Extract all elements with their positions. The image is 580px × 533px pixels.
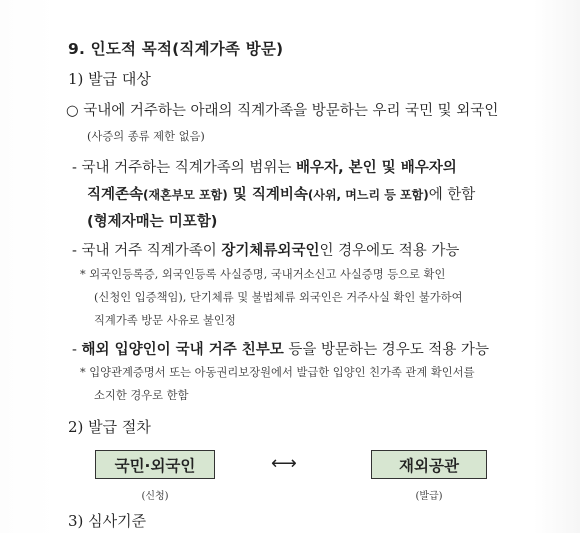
dash3-text-a: - bbox=[72, 342, 82, 358]
heading-review-criteria: 3) 심사기준 bbox=[68, 512, 147, 530]
dash1-text-e: 및 bbox=[227, 187, 252, 203]
circle-item: ○ 국내에 거주하는 아래의 직계가족을 방문하는 우리 국민 및 외국인 bbox=[66, 103, 499, 119]
note2-line3: 직계가족 방문 사유로 불인정 bbox=[94, 314, 236, 327]
dash3-text-c: 등을 방문하는 경우도 적용 가능 bbox=[283, 342, 489, 358]
note2-line1: * 외국인등록증, 외국인등록 사실증명, 국내거소신고 사실증명 등으로 확인 bbox=[80, 268, 446, 281]
dash1-text-a: - 국내 거주하는 직계가족의 범위는 bbox=[72, 160, 297, 176]
dash-item-adoptee bbox=[72, 338, 489, 359]
dash1-text-f: 직계비속 bbox=[251, 187, 308, 203]
dash1-text-d: (재혼부모 포함) bbox=[143, 188, 228, 202]
section-title: 9. 인도적 목적(직계가족 방문) bbox=[68, 40, 284, 58]
dash-item-family-scope-line1 bbox=[72, 156, 457, 177]
dash2-text-c: 인 경우에도 적용 가능 bbox=[319, 243, 460, 259]
dash-item-family-scope-line2 bbox=[87, 183, 475, 204]
dash-item-long-term-resident bbox=[72, 239, 459, 260]
note3-line1: * 입양관계증명서 또는 아동권리보장원에서 발급한 입양인 친가족 관계 확인서를 bbox=[80, 366, 475, 379]
dash2-text-a: - 국내 거주 직계가족이 bbox=[72, 243, 222, 259]
heading-issuance-target: 1) 발급 대상 bbox=[68, 70, 151, 88]
dash1-text-h: 에 한함 bbox=[428, 187, 476, 203]
dash1-text-i: (형제자매는 미포함) bbox=[87, 214, 218, 230]
applicant-caption: (신청) bbox=[141, 491, 169, 502]
applicant-box: 국민·외국인 bbox=[95, 450, 215, 479]
dash1-text-g: (사위, 며느리 등 포함) bbox=[307, 188, 429, 202]
note3-line2: 소지한 경우로 한함 bbox=[94, 389, 189, 402]
dash1-text-b: 배우자, 본인 및 배우자의 bbox=[296, 160, 457, 176]
consulate-caption: (발급) bbox=[415, 491, 443, 502]
dash2-text-b: 장기체류외국인 bbox=[221, 243, 320, 259]
heading-issuance-procedure: 2) 발급 절차 bbox=[68, 418, 151, 436]
circle-note: (사증의 종류 제한 없음) bbox=[87, 130, 205, 143]
consulate-box: 재외공관 bbox=[371, 450, 487, 479]
dash1-text-c: 직계존속 bbox=[87, 187, 144, 203]
double-arrow-icon: ⟷ bbox=[271, 453, 297, 474]
dash3-text-b: 해외 입양인이 국내 거주 친부모 bbox=[81, 342, 284, 358]
note2-line2: (신청인 입증책임), 단기체류 및 불법체류 외국인은 거주사실 확인 불가하여 bbox=[94, 291, 463, 304]
